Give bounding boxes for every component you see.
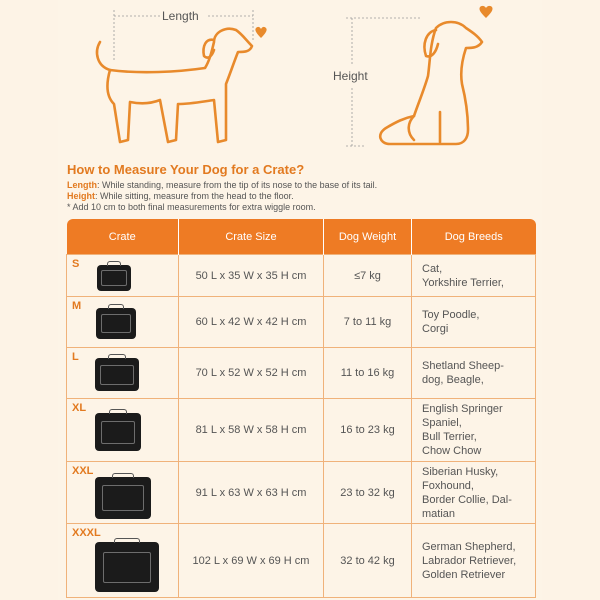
dog-breeds: [412, 399, 536, 462]
header-dog-weight: Dog Weight: [324, 219, 412, 255]
dog-weight: 16 to 23 kg: [324, 399, 412, 462]
height-instruction: [67, 191, 377, 202]
sitting-dog-outline-icon: [380, 22, 482, 144]
breed-line: Border Collie, Dal-: [422, 493, 512, 506]
crate-icon: [95, 358, 139, 391]
crate-cell: [67, 297, 179, 348]
size-label: XL: [72, 402, 87, 414]
crate-icon: [95, 413, 141, 451]
table-row: [67, 462, 536, 524]
length-text: : While standing, measure from the tip of its nose to the base of its tail.: [97, 180, 378, 190]
crate-dimensions: 50 L x 35 W x 35 H cm: [179, 255, 324, 297]
measurement-illustration: [0, 0, 600, 160]
crate-cell: [67, 524, 179, 598]
size-label: L: [72, 351, 79, 363]
heart-icon: [255, 27, 266, 38]
table-row: [67, 297, 536, 348]
crate-cell: [67, 348, 179, 399]
breed-line: Yorkshire Terrier,: [422, 276, 504, 289]
size-label: XXXL: [72, 527, 101, 539]
breed-line: Foxhound,: [422, 479, 474, 492]
dog-breeds: [412, 348, 536, 399]
dog-weight: 23 to 32 kg: [324, 462, 412, 524]
dog-weight: 7 to 11 kg: [324, 297, 412, 348]
height-label: Height: [333, 69, 368, 83]
dog-breeds: [412, 462, 536, 524]
height-term: Height: [67, 191, 95, 201]
breed-line: Golden Retriever: [422, 568, 506, 581]
crate-size-table: [66, 219, 536, 598]
table-row: [67, 524, 536, 598]
size-label: S: [72, 258, 80, 270]
heart-icon: [479, 6, 492, 18]
table-row: [67, 399, 536, 462]
header-dog-breeds: Dog Breeds: [412, 219, 536, 255]
breed-line: Corgi: [422, 323, 449, 335]
table-row: [67, 348, 536, 399]
crate-dimensions: 102 L x 69 W x 69 H cm: [179, 524, 324, 598]
breed-line: Chow Chow: [422, 445, 482, 457]
breed-line: Spaniel,: [422, 417, 462, 429]
size-label: XXL: [72, 465, 94, 477]
table-row: [67, 255, 536, 297]
breed-line: German Shepherd,: [422, 540, 516, 553]
crate-cell: [67, 255, 179, 297]
crate-icon: [96, 308, 136, 339]
crate-dimensions: 91 L x 63 W x 63 H cm: [179, 462, 324, 524]
breed-line: Cat,: [422, 262, 443, 275]
table-header-row: [67, 219, 536, 255]
dog-weight: 11 to 16 kg: [324, 348, 412, 399]
breed-line: matian: [422, 507, 456, 520]
breed-line: dog, Beagle,: [422, 374, 484, 386]
length-label: Length: [162, 9, 199, 23]
crate-icon: [95, 477, 151, 519]
dog-breeds: [412, 524, 536, 598]
breed-line: Labrador Retriever,: [422, 554, 517, 567]
dog-breeds: [412, 255, 536, 297]
breed-line: English Springer: [422, 403, 503, 415]
guide-title: How to Measure Your Dog for a Crate?: [67, 162, 305, 177]
dog-weight: 32 to 42 kg: [324, 524, 412, 598]
length-term: Length: [67, 180, 97, 190]
header-crate: Crate: [67, 219, 179, 255]
wiggle-room-note: * Add 10 cm to both final measurements for extra wiggle room.: [67, 202, 316, 212]
height-text: : While sitting, measure from the head to the floor.: [95, 191, 294, 201]
length-instruction: [67, 180, 377, 191]
crate-dimensions: 60 L x 42 W x 42 H cm: [179, 297, 324, 348]
crate-cell: [67, 399, 179, 462]
crate-icon: [97, 265, 131, 291]
standing-dog-outline-icon: [97, 29, 252, 142]
crate-dimensions: 70 L x 52 W x 52 H cm: [179, 348, 324, 399]
breed-line: Shetland Sheep-: [422, 360, 504, 372]
breed-line: Siberian Husky,: [422, 465, 499, 478]
guide-notes: [67, 180, 377, 213]
breed-line: Toy Poodle,: [422, 309, 480, 321]
dog-breeds: [412, 297, 536, 348]
dog-weight: ≤7 kg: [324, 255, 412, 297]
header-crate-size: Crate Size: [179, 219, 324, 255]
crate-dimensions: 81 L x 58 W x 58 H cm: [179, 399, 324, 462]
breed-line: Bull Terrier,: [422, 431, 477, 443]
crate-cell: [67, 462, 179, 524]
size-label: M: [72, 300, 82, 312]
crate-icon: [95, 542, 159, 592]
